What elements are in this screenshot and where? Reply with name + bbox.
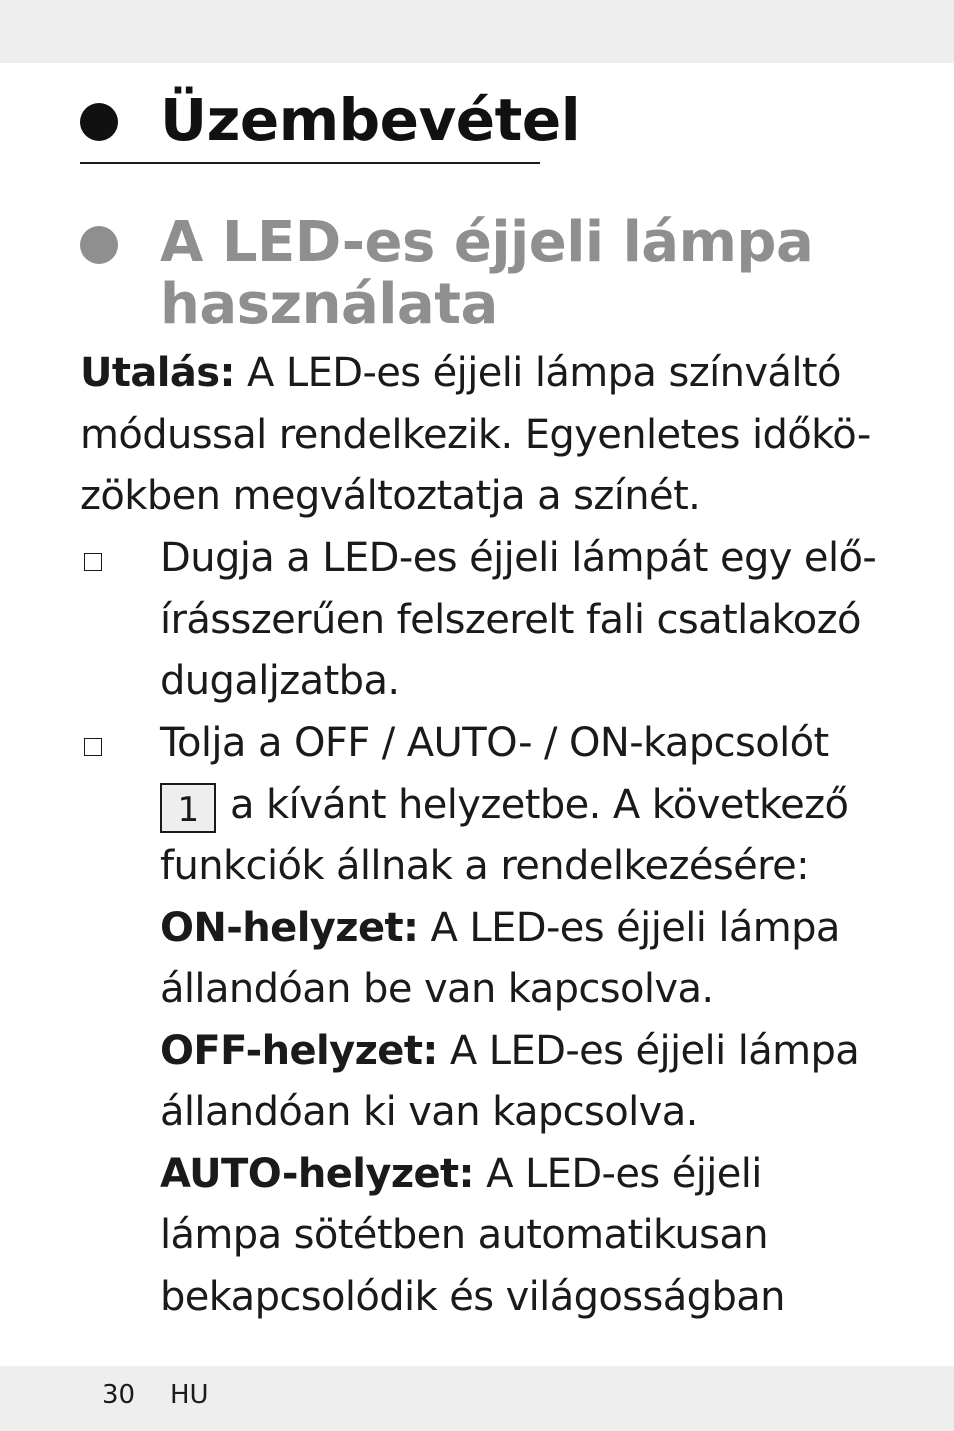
mode-off-line-1	[160, 1021, 890, 1083]
mode-off-line-2: állandóan ki van kapcsolva.	[160, 1089, 698, 1135]
page-top-band	[0, 0, 954, 63]
mode-on-line-2: állandóan be van kapcsolva.	[160, 966, 714, 1012]
note-paragraph	[80, 343, 880, 528]
step-1	[160, 528, 880, 713]
language-code: HU	[170, 1380, 209, 1410]
part-reference-box: 1	[160, 783, 216, 833]
mode-on-label: ON-helyzet:	[160, 904, 419, 951]
step-2-line-3: funkciók állnak a rendelkezésére:	[160, 843, 810, 889]
mode-off-text-1: A LED-es éjjeli lámpa	[449, 1027, 860, 1074]
subsection-title-line-2: használata	[160, 272, 498, 337]
step-2-line-2	[160, 775, 890, 837]
mode-auto-text-1: A LED-es éjjeli	[486, 1150, 762, 1197]
note-text-1: A LED-es éjjeli lámpa színváltó	[247, 350, 841, 396]
grey-bullet-icon	[80, 226, 118, 264]
step-checkbox-icon	[84, 738, 102, 756]
note-line-2: módussal rendelkezik. Egyenletes időkö-	[80, 411, 871, 458]
step-2-text-2: a kívánt helyzetbe. A következő	[230, 781, 849, 828]
mode-off-label: OFF-helyzet:	[160, 1027, 438, 1074]
mode-auto-line-1	[160, 1144, 890, 1206]
section-title: Üzembevétel	[160, 86, 581, 154]
subsection-title-line-1: A LED-es éjjeli lámpa	[160, 210, 814, 275]
step-checkbox-icon	[84, 553, 102, 571]
page-number: 30	[102, 1380, 136, 1410]
mode-auto-line-2: lámpa sötétben automatikusan	[160, 1212, 769, 1258]
mode-on-line-1	[160, 898, 890, 960]
page-footer-band	[0, 1366, 954, 1431]
step-1-line-1: Dugja a LED-es éjjeli lámpát egy elő-	[160, 535, 877, 581]
step-2	[160, 713, 890, 1328]
section-heading-underlined	[80, 84, 581, 164]
mode-on-text-1: A LED-es éjjeli lámpa	[430, 904, 840, 951]
black-bullet-icon	[80, 103, 118, 141]
mode-auto-label: AUTO-helyzet:	[160, 1150, 474, 1197]
note-line-3: zökben megváltoztatja a színét.	[80, 473, 701, 519]
mode-auto-line-3: bekapcsolódik és világosságban	[160, 1273, 785, 1320]
step-1-line-2: írásszerűen felszerelt fali csatlakozó	[160, 596, 861, 643]
step-1-line-3: dugaljzatba.	[160, 658, 400, 704]
step-2-line-1: Tolja a OFF / AUTO- / ON-kapcsolót	[160, 720, 829, 766]
note-line-1	[80, 343, 880, 405]
subsection-title	[160, 212, 920, 336]
note-label: Utalás:	[80, 350, 235, 396]
